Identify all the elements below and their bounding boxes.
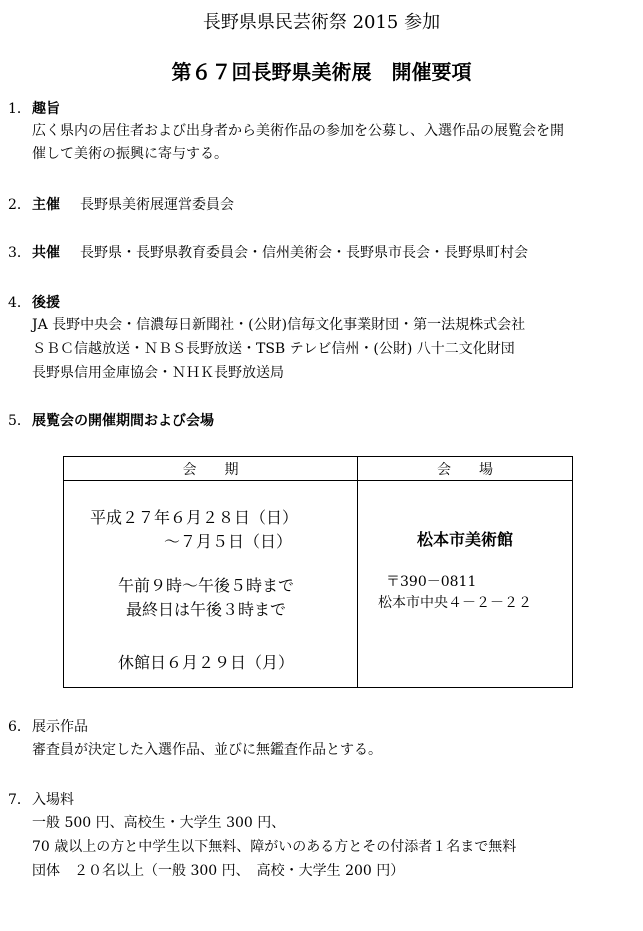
section-7-text-line: 団体 ２０名以上（一般 300 円、 高校・大学生 200 円） xyxy=(32,863,405,879)
section-6-text: 審査員が決定した入選作品、並びに無鑑査作品とする。 xyxy=(32,742,382,758)
section-6-heading: 展示作品 xyxy=(32,719,88,735)
section-4-number: 4． xyxy=(8,295,31,311)
section-3-text: 長野県・長野県教育委員会・信州美術会・長野県市長会・長野県町村会 xyxy=(80,245,528,261)
venue-address: 松本市中央４－２－２２ xyxy=(378,595,532,611)
section-1-text-line: 広く県内の居住者および出身者から美術作品の参加を公募し、入選作品の展覧会を開 xyxy=(32,123,564,139)
section-4-text-line: ＳＢＣ信越放送・ＮＢＳ長野放送・TSB テレビ信州・(公財) 八十二文化財団 xyxy=(32,341,515,357)
section-1-text-line: 催して美術の振興に寄与する。 xyxy=(32,146,228,162)
table-header-divider xyxy=(64,480,572,481)
period-dates-end: ～７月５日（日） xyxy=(164,532,293,551)
section-6-number: 6． xyxy=(8,719,31,735)
opening-hours: 午前９時～午後５時まで xyxy=(118,576,295,595)
section-7-heading: 入場料 xyxy=(32,792,74,808)
exhibition-table xyxy=(63,456,573,688)
section-7-number: 7． xyxy=(8,792,31,808)
closing-hours-last-day: 最終日は午後３時まで xyxy=(126,600,287,619)
section-1-number: 1． xyxy=(8,101,31,117)
section-7-text-line: 一般 500 円、高校生・大学生 300 円、 xyxy=(32,815,286,831)
table-header-venue: 会 場 xyxy=(437,462,493,478)
section-5-number: 5． xyxy=(8,413,31,429)
section-1-heading: 趣旨 xyxy=(32,101,60,117)
period-dates: 平成２７年６月２８日（日） xyxy=(90,508,299,527)
table-column-divider xyxy=(357,457,358,687)
table-header-period: 会 期 xyxy=(182,462,239,478)
section-4-heading: 後援 xyxy=(32,295,60,311)
section-4-text-line: 長野県信用金庫協会・ＮＨＫ長野放送局 xyxy=(32,365,284,381)
closed-day: 休館日６月２９日（月） xyxy=(118,653,295,672)
section-2-text: 長野県美術展運営委員会 xyxy=(80,197,234,213)
document-title: 第６７回長野県美術展 開催要項 xyxy=(171,60,472,84)
section-3-number: 3． xyxy=(8,245,31,261)
section-3-heading: 共催 xyxy=(32,245,60,261)
section-4-text-line: JA 長野中央会・信濃毎日新聞社・(公財)信毎文化事業財団・第一法規株式会社 xyxy=(32,317,526,333)
venue-name: 松本市美術館 xyxy=(416,530,513,549)
venue-postal-code: 〒390－0811 xyxy=(386,574,477,590)
section-7-text-line: 70 歳以上の方と中学生以下無料、障がいのある方とその付添者１名まで無料 xyxy=(32,839,517,855)
section-5-heading: 展覧会の開催期間および会場 xyxy=(32,413,214,429)
section-2-heading: 主催 xyxy=(32,197,60,213)
document-subtitle: 長野県県民芸術祭 2015 参加 xyxy=(202,12,441,33)
section-2-number: 2． xyxy=(8,197,31,213)
